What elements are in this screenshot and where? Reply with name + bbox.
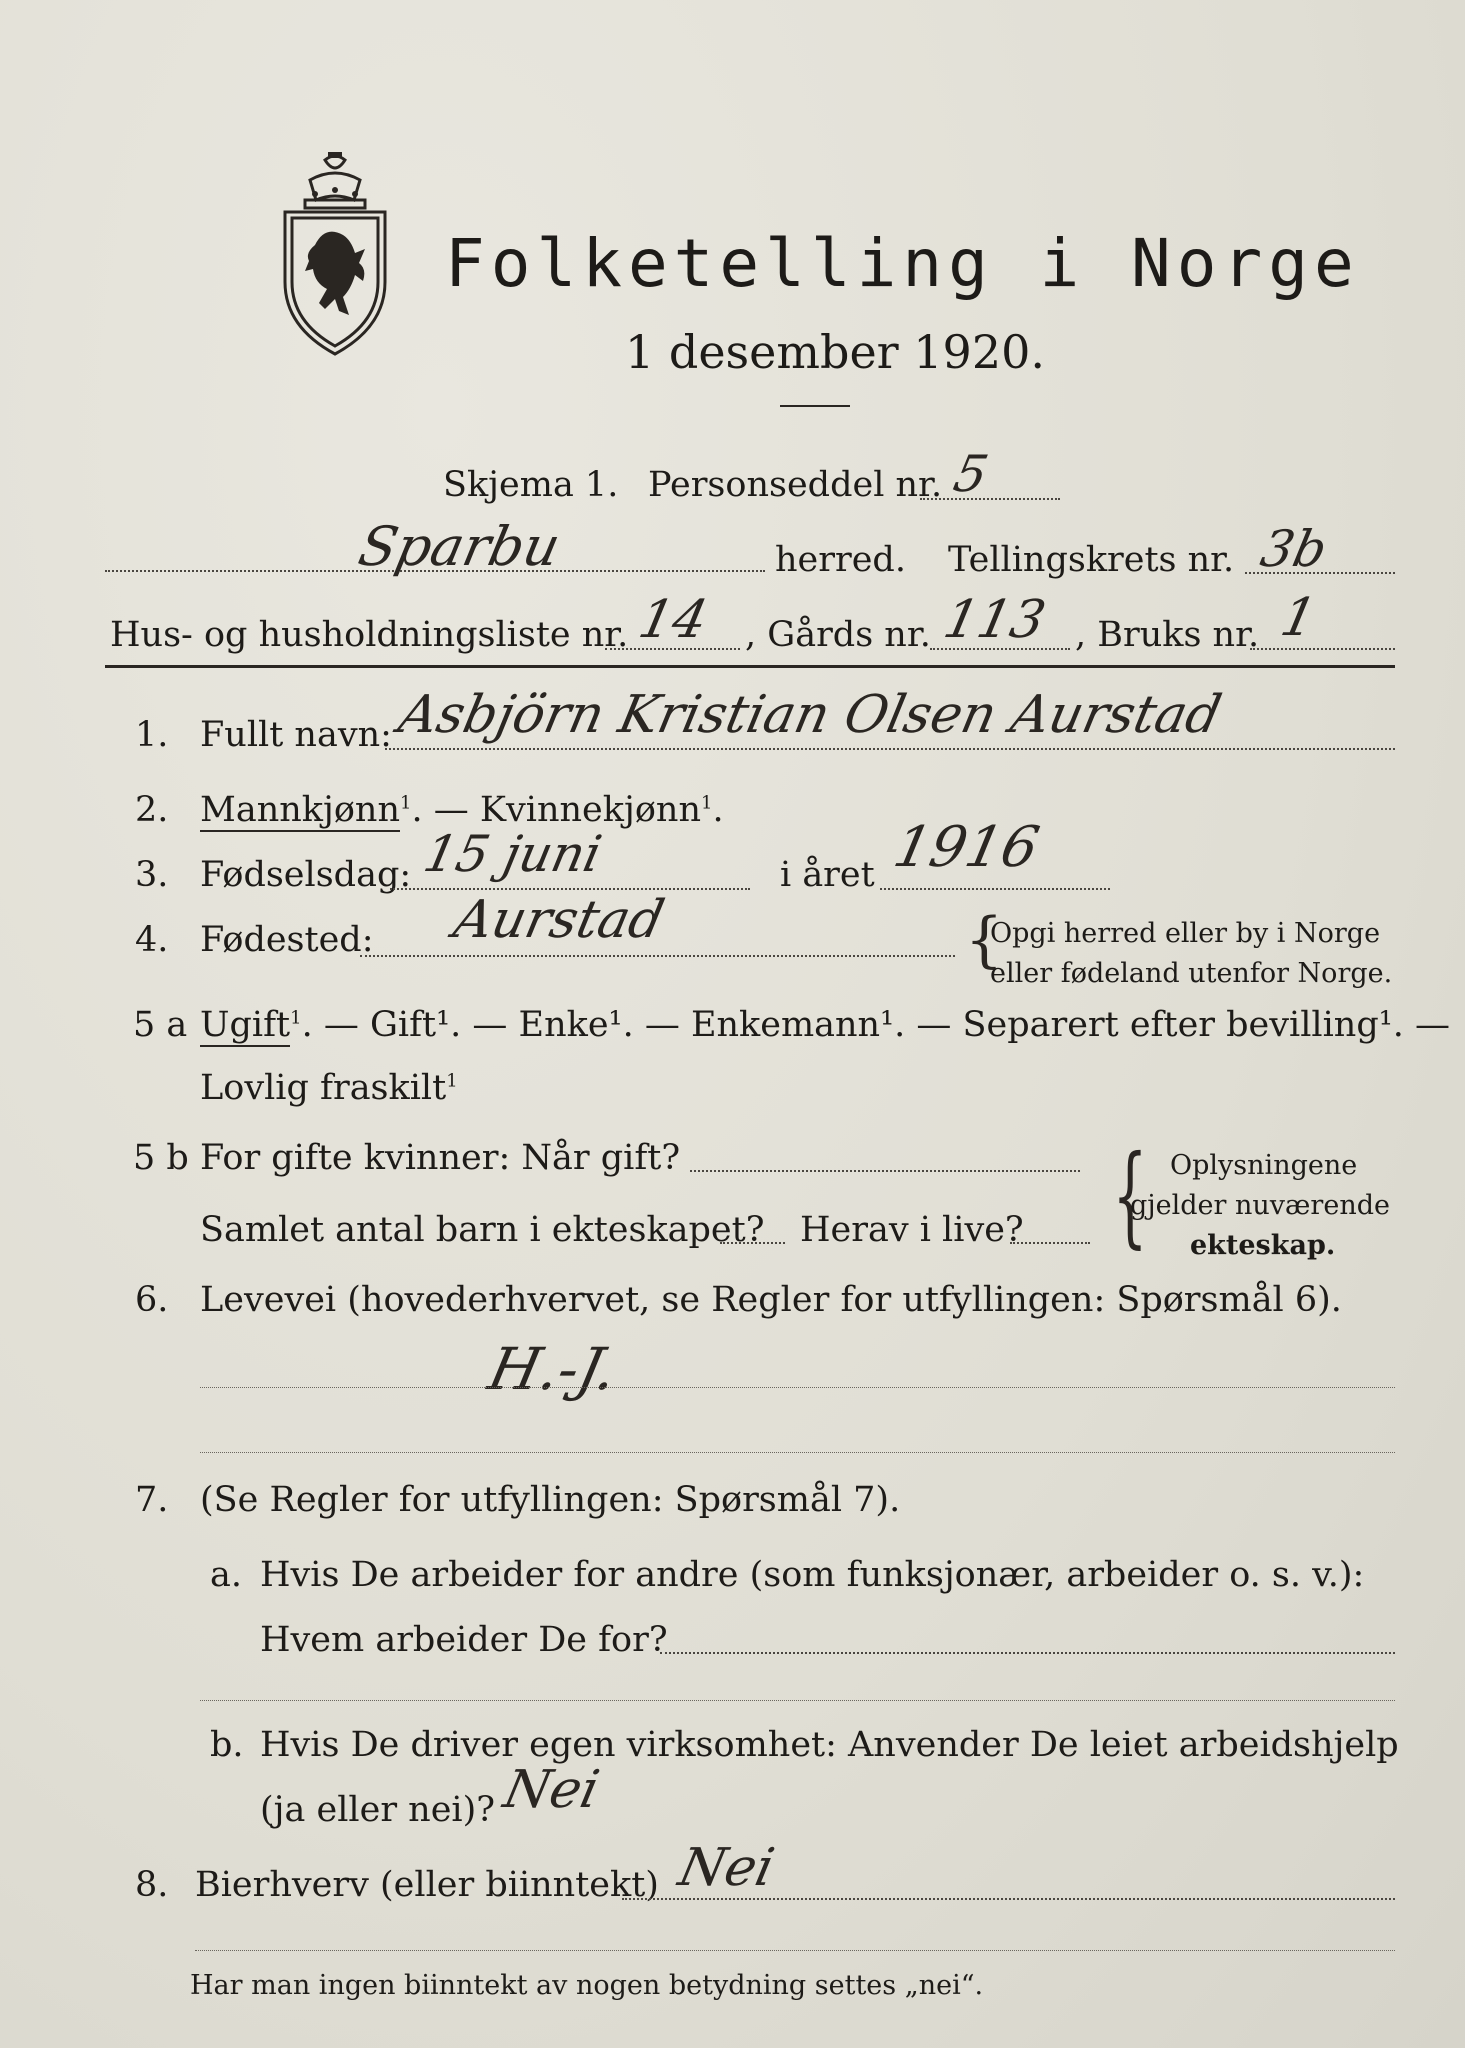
form-title: Folketelling i Norge xyxy=(445,225,1360,302)
q5b-note-2: gjelder nuværende xyxy=(1130,1190,1390,1221)
bruks-label: , Bruks nr. xyxy=(1075,615,1260,655)
q2-female-footnote: 1 xyxy=(701,792,713,814)
gards-label: , Gårds nr. xyxy=(745,615,931,655)
q6-line-1 xyxy=(200,1387,1395,1388)
q7a-line2: Hvem arbeider De for? xyxy=(260,1620,668,1660)
q1-number: 1. xyxy=(135,715,169,755)
herred-label: herred. xyxy=(775,540,906,580)
q8-value: Nei xyxy=(673,1838,780,1898)
q1-label: Fullt navn: xyxy=(200,715,392,755)
tellingskrets-label: Tellingskrets nr. xyxy=(948,540,1235,580)
q2-separator: . — xyxy=(411,790,480,830)
q5a-fraskilt-option: Lovlig fraskilt xyxy=(200,1068,447,1108)
q5a-number: 5 a xyxy=(133,1005,188,1045)
schema-label: Skjema 1. xyxy=(443,465,619,505)
bruks-value: 1 xyxy=(1275,588,1322,648)
q3-value: 15 juni xyxy=(418,825,607,883)
q7b-number: b. xyxy=(210,1725,244,1765)
form-date: 1 desember 1920. xyxy=(625,325,1045,379)
header-divider xyxy=(105,665,1395,668)
q5a-line2 xyxy=(200,1068,458,1108)
q3-label: Fødselsdag: xyxy=(200,855,412,895)
q5b-line-1 xyxy=(690,1170,1080,1172)
q4-note-2: eller fødeland utenfor Norge. xyxy=(990,958,1393,989)
q8-line-2 xyxy=(195,1950,1395,1951)
q5a-options: . — Gift¹. — Enke¹. — Enkemann¹. — Separert efter bevilling¹. — xyxy=(301,1005,1451,1045)
q8-label: Bierhverv (eller biinntekt) xyxy=(195,1865,659,1905)
q3-year-value: 1916 xyxy=(888,815,1045,880)
q4-line xyxy=(360,955,955,957)
q5b-line-2a xyxy=(720,1242,785,1244)
herred-value: Sparbu xyxy=(353,515,566,578)
q7-number: 7. xyxy=(135,1480,169,1520)
q3-number: 3. xyxy=(135,855,169,895)
title-divider xyxy=(780,405,850,407)
q2-male-option: Mannkjønn xyxy=(200,790,401,830)
q1-line xyxy=(385,748,1395,750)
q3-year-line xyxy=(880,888,1110,890)
q3-year-label: i året xyxy=(780,855,875,895)
q6-number: 6. xyxy=(135,1280,169,1320)
q2-male-footnote: 1 xyxy=(400,792,412,814)
q5a-ugift-footnote: 1 xyxy=(290,1007,302,1029)
q6-label: Levevei (hovederhvervet, se Regler for utfyllingen: Spørsmål 6). xyxy=(200,1280,1342,1320)
q8-number: 8. xyxy=(135,1865,169,1905)
q8-line xyxy=(622,1898,1395,1900)
q5a-text xyxy=(200,1005,1450,1045)
q5b-brace: { xyxy=(1112,1131,1148,1259)
footer-note: Har man ingen biinntekt av nogen betydning settes „nei“. xyxy=(190,1970,984,2001)
q4-label: Fødested: xyxy=(200,920,374,960)
q7-label: (Se Regler for utfyllingen: Spørsmål 7). xyxy=(200,1480,901,1520)
q7a-number: a. xyxy=(210,1555,242,1595)
q2-text xyxy=(200,790,724,830)
personseddel-line xyxy=(920,498,1060,500)
q7a-line-2 xyxy=(200,1700,1395,1701)
q7b-line2: (ja eller nei)? xyxy=(260,1790,496,1830)
q5b-line-2b xyxy=(1010,1242,1090,1244)
q5a-ugift-option: Ugift xyxy=(200,1005,291,1045)
coat-of-arms-icon xyxy=(270,150,400,365)
q5b-number: 5 b xyxy=(133,1138,189,1178)
hus-value: 14 xyxy=(633,590,713,650)
q7b-value: Nei xyxy=(498,1760,605,1820)
gards-value: 113 xyxy=(938,590,1051,650)
tellingskrets-value: 3b xyxy=(1255,520,1332,578)
q5b-line2a: Samlet antal barn i ekteskapet? xyxy=(200,1210,765,1250)
bruks-line xyxy=(1250,648,1395,650)
q7a-answer-line xyxy=(660,1652,1395,1654)
q4-number: 4. xyxy=(135,920,169,960)
q4-brace: { xyxy=(965,905,1004,975)
q2-female-option: Kvinnekjønn xyxy=(479,790,701,830)
q5b-note-1: Oplysningene xyxy=(1170,1150,1358,1181)
q2-number: 2. xyxy=(135,790,169,830)
q4-note-1: Opgi herred eller by i Norge xyxy=(990,918,1381,949)
q2-end: . xyxy=(712,790,724,830)
q5b-line2b: Herav i live? xyxy=(800,1210,1024,1250)
personseddel-value: 5 xyxy=(948,445,993,503)
q5b-label: For gifte kvinner: Når gift? xyxy=(200,1138,681,1178)
q5b-note-3: ekteskap. xyxy=(1190,1230,1336,1261)
q7b-label: Hvis De driver egen virksomhet: Anvender De leiet arbeidshjelp xyxy=(260,1725,1399,1765)
q4-value: Aurstad xyxy=(448,890,670,950)
q6-value: H.-J. xyxy=(482,1335,624,1403)
q1-value: Asbjörn Kristian Olsen Aurstad xyxy=(393,685,1227,745)
hus-label: Hus- og husholdningsliste nr. xyxy=(110,615,629,655)
personseddel-label: Personseddel nr. xyxy=(648,465,943,505)
q6-line-2 xyxy=(200,1452,1395,1453)
q7a-label: Hvis De arbeider for andre (som funksjonær, arbeider o. s. v.): xyxy=(260,1555,1365,1595)
q5a-fraskilt-footnote: 1 xyxy=(446,1070,458,1092)
